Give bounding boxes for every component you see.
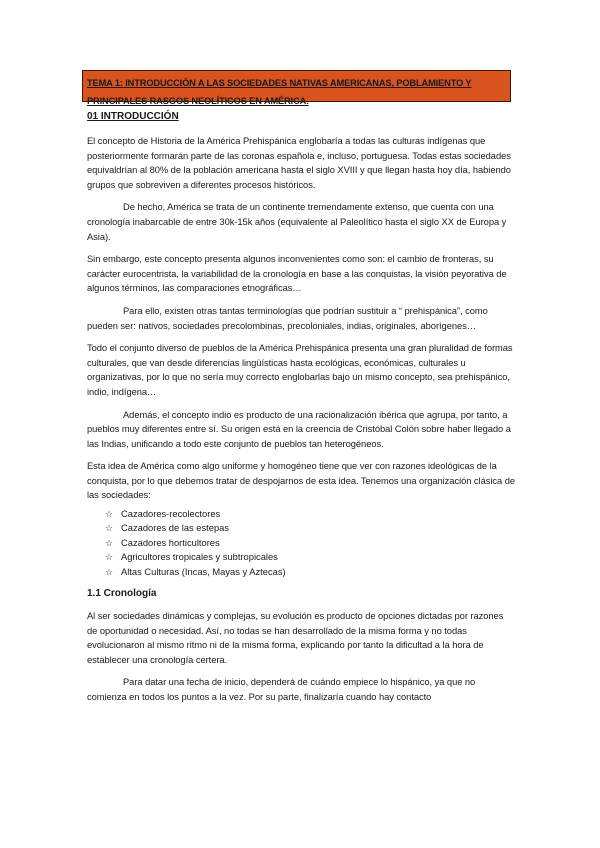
section-heading: 01 INTRODUCCIÓN [87,111,179,122]
star-outline-icon: ☆ [105,523,114,534]
paragraph: Todo el conjunto diverso de pueblos de la América Prehispánica presenta una gran pluralidad de formas culturales, que van desde diferencias lingüísticas hasta ecológicas, económicas, culturales u organizativas, por lo que no sería muy correcto englobarlas bajo un mismo concepto, sea prehispánico, indio, indígena… [87,343,513,397]
paragraph: Sin embargo, este concepto presenta algunos inconvenientes como son: el cambio de fronteras, su carácter eurocentrista, la variabilidad de la cronología en base a las conquistas, la visión peyorativa de algunos términos, las comparaciones etnográficas… [87,254,507,294]
paragraph: Para datar una fecha de inicio, dependerá de cuándo empiece lo hispánico, ya que no comienza en todos los puntos a la vez. Por su parte, finalizaría cuando hay contacto [87,677,476,703]
paragraph: Esta idea de América como algo uniforme y homogéneo tiene que ver con razones ideológicas de la conquista, por lo que debemos tratar de despojarnos de esta idea. Tenemos una organización clásica de las sociedades: [87,461,515,501]
paragraph: Para ello, existen otras tantas terminologías que podrían sustituir a “ prehispánica”, como pueden ser: nativos, sociedades precolombinas, precoloniales, indias, originales, aborígenes… [87,305,488,331]
paragraph: Además, el concepto indio es producto de una racionalización ibérica que agrupa, por tanto, a pueblos muy diferentes entre sí. Su origen está en la creencia de Cristóbal Colón sobre haber llegado a las Indias, unificando a todo este conjunto de pueblos tan heterogéneos. [87,409,511,449]
paragraph: El concepto de Historia de la América Prehispánica englobaría a todas las culturas indígenas que posteriormente formarán parte de las coronas española e, incluso, portuguesa. Todas estas sociedades equivaldrían al 80% de la población americana hasta el siglo XVIII y que llegan hasta hoy día, habiendo grupos que sobreviven a diferentes procesos históricos. [87,136,511,190]
subsection-heading: 1.1 Cronología [87,588,157,600]
star-outline-icon: ☆ [105,552,114,563]
star-outline-icon: ☆ [105,566,114,577]
star-outline-icon: ☆ [105,537,114,548]
list-item [105,550,515,564]
chapter-title: TEMA 1: INTRODUCCIÓN A LAS SOCIEDADES NATIVAS AMERICANAS, POBLAMIENTO Y PRINCIPALES RASGOS NEOLÍTICOS EN AMÉRICA. [87,78,472,106]
document-body [87,110,515,713]
paragraph: Al ser sociedades dinámicas y complejas, su evolución es producto de opciones dictadas por razones de oportunidad o necesidad. Así, no todas se han desarrollado de la misma forma y no todas evolucionaron al mismo ritmo ni de la misma forma, explicando por tanto la dificultad a la hora de establecer una cronología certera. [87,611,504,665]
paragraph: De hecho, América se trata de un continente tremendamente extenso, que cuenta con una cronología inabarcable de entre 30k-15k años (equivalente al Paleolítico hasta el siglo XX de Europa y Asia). [87,202,507,242]
chapter-title-box [82,70,511,106]
list-item-label: Cazadores horticultores [121,537,220,548]
societies-list [87,507,515,579]
list-item-label: Altas Culturas (Incas, Mayas y Aztecas) [121,566,286,577]
list-item [105,565,515,579]
list-item-label: Cazadores-recolectores [121,509,221,520]
list-item-label: Agricultores tropicales y subtropicales [121,552,278,563]
list-item [105,507,515,521]
list-item [105,536,515,550]
list-item [105,521,515,535]
list-item-label: Cazadores de las estepas [121,523,230,534]
star-outline-icon: ☆ [105,509,114,520]
